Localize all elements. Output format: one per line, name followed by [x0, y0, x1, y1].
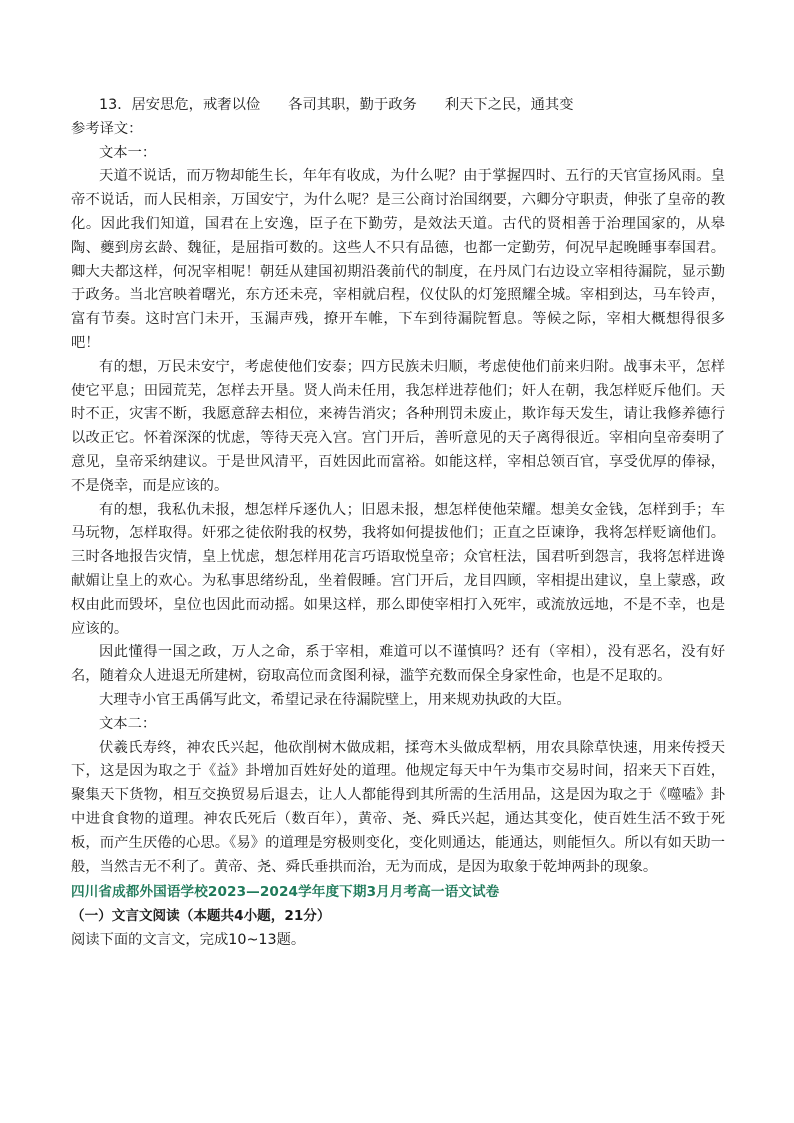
- school-exam-title: 四川省成都外国语学校2023—2024学年度下期3月月考高一语文试卷: [71, 884, 500, 901]
- text1-paragraph-5: 大理寺小官王禹偁写此文，希望记录在待漏院壁上，用来规劝执政的大臣。: [99, 691, 571, 708]
- text1-paragraph-3: 有的想，我私仇未报，想怎样斥逐仇人；旧恩未报，想怎样使他荣耀。想美女金钱，怎样到手；车马玩物，怎样取得。奸邪之徒依附我的权势，我将如何提拔他们；正直之臣谏诤，我将怎样贬谪他们。三时各地报告灾情，皇上忧虑，想怎样用花言巧语取悦皇帝；众官枉法，国君听到怨言，我将怎样进谗献媚让皇上的欢心。为私事思绪纷乱，坐着假睡。宫门开后，龙目四顾，宰相提出建议，皇上蒙惑，政权由此而毁坏，皇位也因此而动摇。如果这样，那么即使宰相打入死牢，或流放远地，不是不幸，也是应该的。: [71, 501, 725, 637]
- text1-paragraph-4: 因此懂得一国之政，万人之命，系于宰相，难道可以不谨慎吗？还有（宰相），没有恶名，没有好名，随着众人进退无所建树，窃取高位而贪图利禄，滥竽充数而保全身家性命，也是不足取的。: [71, 644, 725, 685]
- text1-label: 文本一：: [99, 144, 157, 161]
- reference-translation-heading: 参考译文：: [71, 120, 143, 137]
- section-heading: （一）文言文阅读（本题共4小题，21分）: [71, 908, 331, 925]
- text1-paragraph-2: 有的想，万民未安宁，考虑使他们安泰；四方民族未归顺，考虑使他们前来归附。战事未平，怎样使它平息；田园荒芜，怎样去开垦。贤人尚未任用，我怎样进荐他们；奸人在朝，我怎样贬斥他们。天时不正，灾害不断，我愿意辞去相位，来祷告消灾；各种刑罚未废止，欺诈每天发生，请让我修养德行以改正它。怀着深深的忧虑，等待天亮入宫。宫门开后，善听意见的天子离得很近。宰相向皇帝奏明了意见，皇帝采纳建议。于是世风清平，百姓因此而富裕。如能这样，宰相总领百官，享受优厚的俸禄，不是侥幸，而是应该的。: [71, 358, 725, 494]
- text2-label: 文本二：: [99, 715, 157, 732]
- text1-paragraph-1: 天道不说话，而万物却能生长，年年有收成，为什么呢？由于掌握四时、五行的天官宣扬风雨。皇帝不说话，而人民相亲，万国安宁，为什么呢？是三公商讨治国纲要，六卿分守职责，伸张了皇帝的教化。因此我们知道，国君在上安逸，臣子在下勤劳，是效法天道。古代的贤相善于治理国家的，从皋陶、夔到房玄龄、魏征，是屈指可数的。这些人不只有品德，也都一定勤劳，何况早起晚睡事奉国君。卿大夫都这样，何况宰相呢！朝廷从建国初期沿袭前代的制度，在丹凤门右边设立宰相待漏院，显示勤于政务。当北宫映着曙光，东方还未亮，宰相就启程，仪仗队的灯笼照耀全城。宰相到达，马车铃声，富有节奏。这时宫门未开，玉漏声残，撩开车帷，下车到待漏院暂息。等候之际，宰相大概想得很多吧！: [71, 168, 725, 351]
- answer-13-part-3: 利天下之民，通其变: [444, 97, 574, 113]
- text2-paragraph: 伏羲氏寿终，神农氏兴起，他砍削树木做成耜，揉弯木头做成犁柄，用农具除草快速，用来传授天下，这是因为取之于《益》卦增加百姓好处的道理。他规定每天中午为集市交易时间，招来天下百姓，聚集天下货物，相互交换贸易后退去，让人人都能得到其所需的生活用品，这是因为取之于《噬嗑》卦中进食食物的道理。神农氏死后（数百年），黄帝、尧、舜氏兴起，通达其变化，使百姓生活不致于死板，而产生厌倦的心思。《易》的道理是穷极则变化，变化则通达，能通达，则能恒久。所以有如天助一般，当然吉无不利了。黄帝、尧、舜氏垂拱而治，无为而成，是因为取象于乾坤两卦的现象。: [71, 739, 725, 875]
- answer-13-part-2: 各司其职，勤于政务: [288, 97, 417, 113]
- answer-13-number: 13．: [99, 97, 132, 113]
- instruction-line: 阅读下面的文言文，完成10~13题。: [71, 931, 306, 948]
- answer-13-part-1: 居安思危，戒奢以俭: [131, 97, 261, 113]
- answer-13: [71, 94, 725, 118]
- document-content: [71, 94, 725, 953]
